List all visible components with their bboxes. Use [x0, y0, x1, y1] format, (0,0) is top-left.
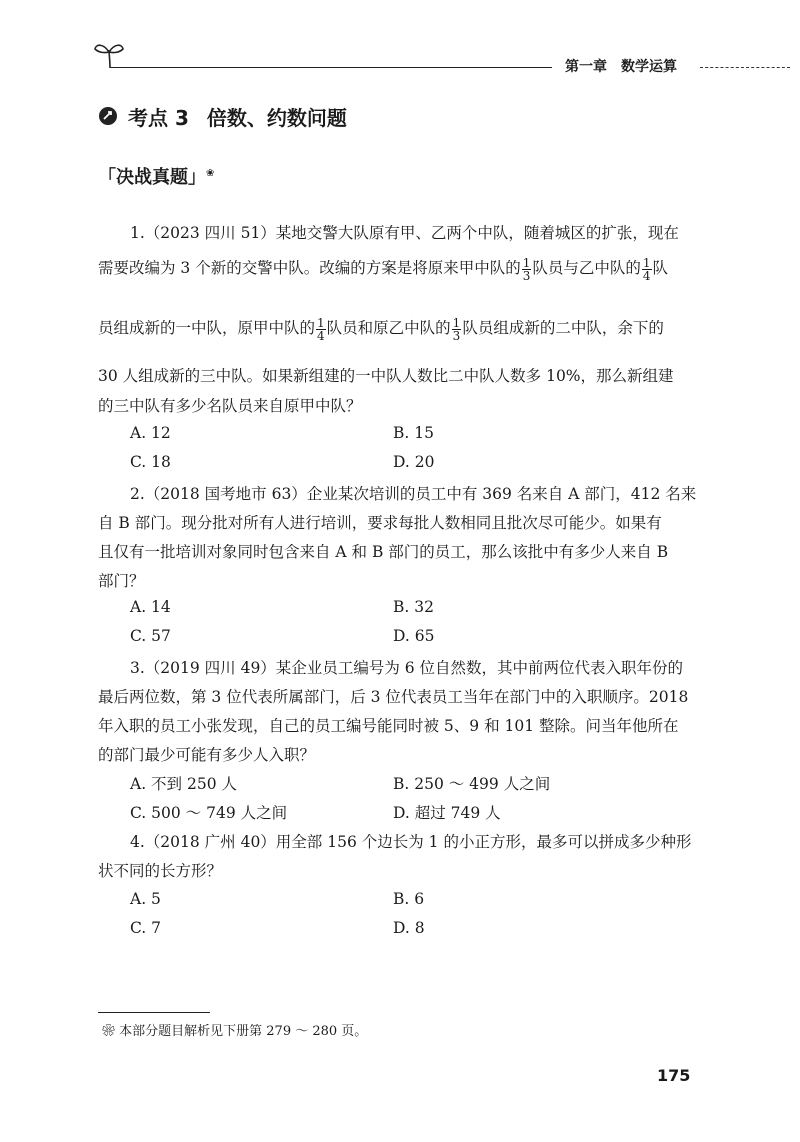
header-rule-dashed	[700, 67, 790, 68]
q3-option-d: D. 超过 749 人	[393, 804, 501, 822]
q1-option-b: B. 15	[393, 424, 434, 442]
q2-option-d: D. 65	[393, 627, 435, 645]
q4-line1: 4.（2018 广州 40）用全部 156 个边长为 1 的小正方形，最多可以拼成多少种形	[130, 833, 692, 851]
fraction-one-third: $\frac{1}{3}$	[522, 255, 531, 283]
section-title: 倍数、约数问题	[206, 106, 347, 130]
q2-line4: 部门？	[98, 572, 145, 590]
q1-option-c: C. 18	[130, 453, 171, 471]
fraction-one-third: $\frac{1}{3}$	[452, 315, 461, 343]
q4-option-a: A. 5	[130, 890, 161, 908]
flower-mark-icon: ❀	[206, 168, 215, 179]
header-rule	[110, 67, 552, 68]
q1-line2: 需要改编为 3 个新的交警中队。改编的方案是将原来甲中队的 $\frac{1}{3}$ 队员与乙中队的 $\frac{1}{4}$ 队	[98, 255, 669, 283]
q2-line2: 自 B 部门。现分批对所有人进行培训，要求每批人数相同且批次尽可能少。如果有	[98, 514, 662, 532]
section-heading	[128, 102, 347, 131]
q2-option-c: C. 57	[130, 627, 171, 645]
footnote	[102, 1020, 367, 1039]
q3-line2: 最后两位数，第 3 位代表所属部门，后 3 位代表员工当年在部门中的入职顺序。2018	[98, 688, 689, 706]
q3-option-b: B. 250 ～ 499 人之间	[393, 775, 551, 793]
q4-option-b: B. 6	[393, 890, 425, 908]
q3-option-a: A. 不到 250 人	[130, 775, 237, 793]
subsection-heading	[98, 163, 214, 189]
section-bullet-icon	[98, 106, 118, 126]
fraction-one-quarter: $\frac{1}{4}$	[317, 315, 325, 343]
q2-option-b: B. 32	[393, 598, 434, 616]
flower-mark-icon: ❀	[102, 1024, 116, 1039]
q2-line3: 且仅有一批培训对象同时包含来自 A 和 B 部门的员工，那么该批中有多少人来自 B	[98, 543, 669, 561]
sprout-icon	[93, 40, 127, 70]
bracket-right: 」	[188, 167, 206, 188]
q4-option-c: C. 7	[130, 919, 162, 937]
q2-line1: 2.（2018 国考地市 63）企业某次培训的员工中有 369 名来自 A 部门，412 名来	[130, 485, 697, 503]
q3-line4: 的部门最少可能有多少人入职？	[98, 746, 316, 764]
footnote-rule	[98, 1012, 210, 1013]
subsection-label: 决战真题	[116, 167, 188, 188]
section-number: 考点 3	[128, 106, 189, 130]
q1-option-d: D. 20	[393, 453, 435, 471]
q1-line5: 的三中队有多少名队员来自原甲中队？	[98, 397, 362, 415]
q1-line3: 员组成新的一中队，原甲中队的 $\frac{1}{4}$ 队员和原乙中队的 $\frac{1}{3}$ 队员组成新的二中队，余下的	[98, 315, 664, 343]
q4-option-d: D. 8	[393, 919, 425, 937]
q1-option-a: A. 12	[130, 424, 171, 442]
q2-option-a: A. 14	[130, 598, 171, 616]
q3-option-c: C. 500 ～ 749 人之间	[130, 804, 288, 822]
q1-line1: 1.（2023 四川 51）某地交警大队原有甲、乙两个中队，随着城区的扩张，现在	[130, 224, 679, 242]
chapter-title: 第一章 数学运算	[565, 59, 677, 75]
bracket-left: 「	[98, 167, 116, 188]
q4-line2: 状不同的长方形？	[98, 862, 223, 880]
q1-line4: 30 人组成新的三中队。如果新组建的一中队人数比二中队人数多 10%，那么新组建	[98, 367, 674, 385]
fraction-one-quarter: $\frac{1}{4}$	[642, 255, 651, 283]
page-number: 175	[657, 1066, 691, 1085]
q3-line1: 3.（2019 四川 49）某企业员工编号为 6 位自然数，其中前两位代表入职年份的	[130, 659, 684, 677]
q3-line3: 年入职的员工小张发现，自己的员工编号能同时被 5、9 和 101 整除。问当年他所在	[98, 717, 679, 735]
footnote-text: 本部分题目解析见下册第 279 ～ 280 页。	[119, 1024, 368, 1039]
